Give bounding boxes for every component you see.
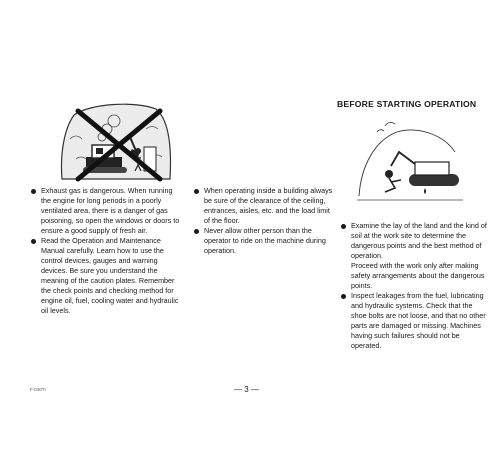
exhaust-gas-warning-icon xyxy=(56,99,176,189)
site-inspection-icon xyxy=(355,118,465,208)
middle-column xyxy=(193,186,333,256)
list-item: Examine the lay of the land and the kind of soil at the work site to determine the dangerous points and the best method of operation. xyxy=(340,221,490,261)
list-item: Never allow other person than the operator to ride on the machine during operation. xyxy=(193,226,333,256)
document-code: F-040TI xyxy=(30,387,46,392)
section-heading: BEFORE STARTING OPERATION xyxy=(337,99,477,109)
list-item: Read the Operation and Maintenance Manual carefully. Learn how to use the control devices, gauges and warning devices. Be sure you understand the meaning of the caution plates. Remember the check points and checking method for engine oil, fuel, cooling water and hydraulic oil levels. xyxy=(30,236,180,316)
list-item: Exhaust gas is dangerous. When running the engine for long periods in a poorly ventilated area, there is a danger of gas poisoning, so open the windows or doors to ensure a good supply of fresh air. xyxy=(30,186,180,236)
page-number: — 3 — xyxy=(234,385,259,394)
left-column xyxy=(30,186,180,316)
list-item: Inspect leakages from the fuel, lubricating and hydraulic systems. Check that the shoe bolts are not loose, and that no other parts are damaged or missing. Machines having such failures should not be operated. xyxy=(340,291,490,351)
list-item-continuation: Proceed with the work only after making safety arrangements about the dangerous points. xyxy=(351,261,485,290)
right-column xyxy=(340,221,490,351)
list-item: When operating inside a building always be sure of the clearance of the ceiling, entrances, aisles, etc. and the load limit of the floor. xyxy=(193,186,333,226)
